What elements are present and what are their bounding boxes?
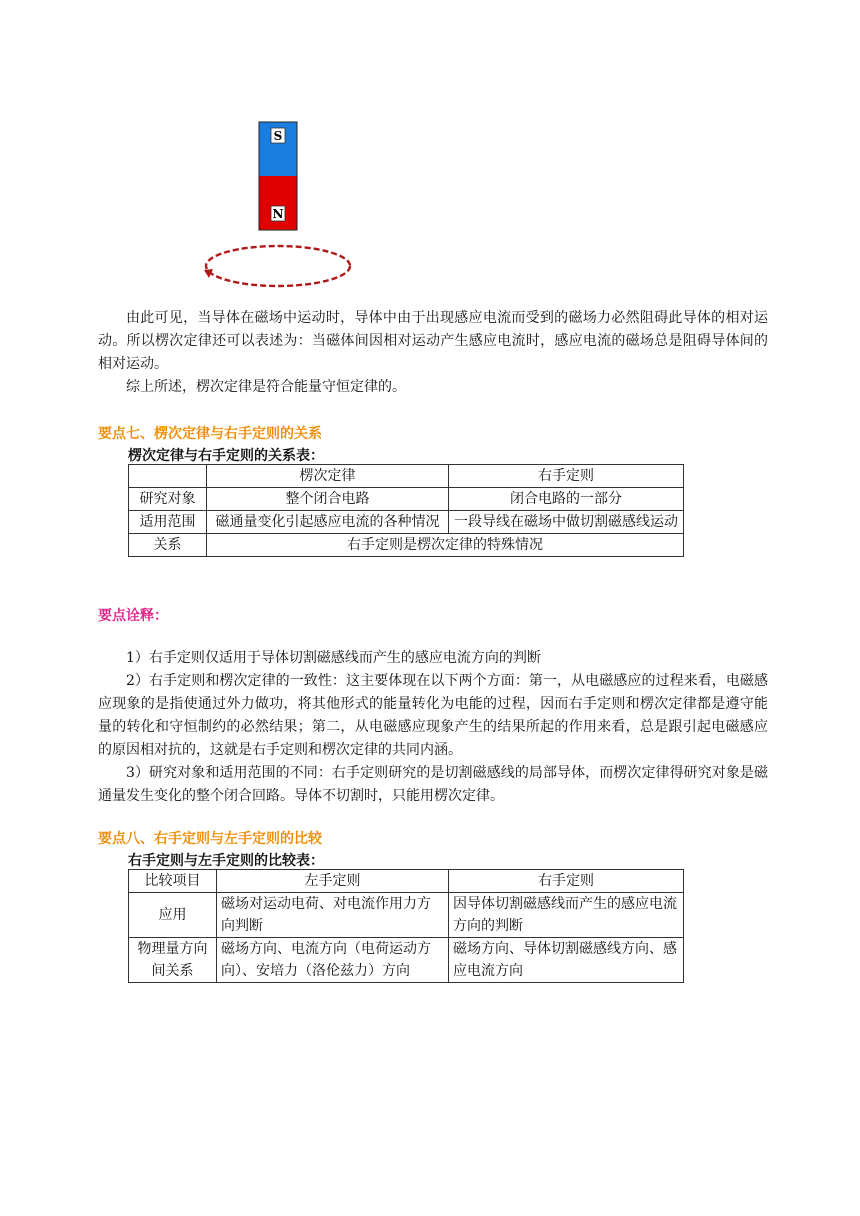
paragraph-summary: 综上所述，楞次定律是符合能量守恒定律的。 bbox=[126, 379, 406, 395]
table-row bbox=[129, 488, 684, 511]
magnet-diagram bbox=[192, 108, 362, 298]
table-cell: 整个闭合电路 bbox=[207, 488, 449, 511]
table-header-cell: 比较项目 bbox=[129, 870, 217, 893]
paragraph-conclusion: 由此可见，当导体在磁场中运动时，导体中由于出现感应电流而受到的磁场力必然阻碍此导体的相对运动。所以楞次定律还可以表述为：当磁体间因相对运动产生感应电流时，感应电流的磁场总是阻碍导体间的相对运动。 bbox=[98, 310, 768, 372]
magnet-north-pole bbox=[259, 176, 297, 230]
table-row bbox=[129, 534, 684, 557]
table-cell: 物理量方向间关系 bbox=[129, 938, 217, 983]
notes-heading: 要点诠释： bbox=[98, 608, 168, 624]
magnet-loop-figure bbox=[192, 108, 362, 298]
table-header-cell: 楞次定律 bbox=[207, 465, 449, 488]
table-cell: 一段导线在磁场中做切割磁感线运动 bbox=[449, 511, 684, 534]
section8-heading: 要点八、右手定则与左手定则的比较 bbox=[98, 831, 322, 847]
table-header-row bbox=[129, 465, 684, 488]
note-2: 2）右手定则和楞次定律的一致性：这主要体现在以下两个方面：第一，从电磁感应的过程来看，电磁感应现象的是指使通过外力做功，将其他形式的能量转化为电能的过程，因而右手定则和楞次定律都是遵守能量的转化和守恒制约的必然结果；第二，从电磁感应现象产生的结果所起的作用来看，总是跟引起电磁感应的原因相对抗的，这就是右手定则和楞次定律的共同内涵。 bbox=[98, 673, 768, 758]
table-header-cell: 右手定则 bbox=[449, 465, 684, 488]
section8-table-caption: 右手定则与左手定则的比较表： bbox=[128, 853, 324, 869]
table-cell: 适用范围 bbox=[129, 511, 207, 534]
north-label: N bbox=[272, 207, 284, 221]
table-row bbox=[129, 893, 684, 938]
table-cell: 研究对象 bbox=[129, 488, 207, 511]
table-cell: 磁场方向、电流方向（电荷运动方向）、安培力（洛伦兹力）方向 bbox=[217, 938, 449, 983]
table-cell: 右手定则是楞次定律的特殊情况 bbox=[207, 534, 684, 557]
table-row bbox=[129, 511, 684, 534]
table-cell: 磁场对运动电荷、对电流作用力方向判断 bbox=[217, 893, 449, 938]
conductor-loop bbox=[206, 246, 350, 286]
table-cell: 磁通量变化引起感应电流的各种情况 bbox=[207, 511, 449, 534]
table-header-row bbox=[129, 870, 684, 893]
table-cell: 应用 bbox=[129, 893, 217, 938]
table-header-cell: 左手定则 bbox=[217, 870, 449, 893]
lenz-vs-right-hand-table bbox=[128, 464, 684, 557]
table-row bbox=[129, 938, 684, 983]
note-1: 1）右手定则仅适用于导体切割磁感线而产生的感应电流方向的判断 bbox=[126, 650, 541, 666]
section7-table-caption: 楞次定律与右手定则的关系表： bbox=[128, 448, 324, 464]
right-vs-left-hand-table bbox=[128, 869, 684, 983]
table-cell: 关系 bbox=[129, 534, 207, 557]
table-cell: 磁场方向、导体切割磁感线方向、感应电流方向 bbox=[449, 938, 684, 983]
note-3: 3）研究对象和适用范围的不同：右手定则研究的是切割磁感线的局部导体，而楞次定律得研究对象是磁通量发生变化的整个闭合回路。导体不切割时，只能用楞次定律。 bbox=[98, 765, 768, 804]
table-header-cell bbox=[129, 465, 207, 488]
table-header-cell: 右手定则 bbox=[449, 870, 684, 893]
table-cell: 因导体切割磁感线而产生的感应电流方向的判断 bbox=[449, 893, 684, 938]
table-cell: 闭合电路的一部分 bbox=[449, 488, 684, 511]
section7-heading: 要点七、楞次定律与右手定则的关系 bbox=[98, 426, 322, 442]
south-label: S bbox=[273, 129, 283, 143]
